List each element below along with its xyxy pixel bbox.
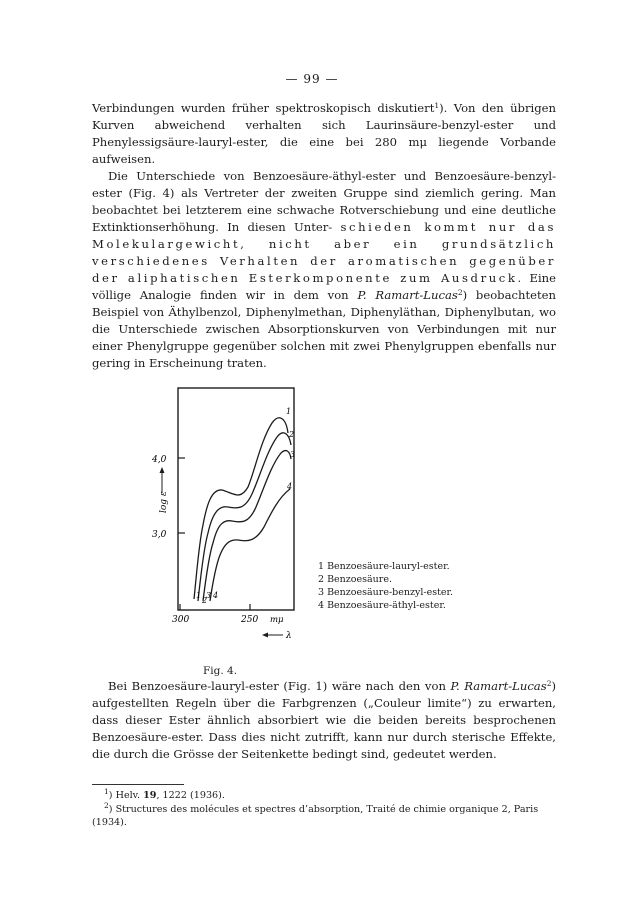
- author-ramart-lucas-1: P. Ramart-Lucas: [357, 288, 458, 302]
- page-number: — 99 —: [285, 72, 339, 86]
- legend-item-1: 1 Benzoesäure-lauryl-ester.: [318, 561, 450, 572]
- footnote-2-text: ) Structures des molécules et spectres d’absorption, Traité de chimie organique 2, Paris (1934).: [92, 804, 539, 828]
- footnote-2-mark: 2: [104, 801, 109, 810]
- curve-label-1-top: 1: [286, 407, 292, 416]
- curve-label-2-bottom: 2: [202, 596, 208, 605]
- y-tick-label-4: 4,0: [152, 455, 167, 465]
- curve-label-2-top: 2: [289, 430, 295, 439]
- plot-frame: [178, 388, 294, 610]
- body-text-lower: [92, 678, 556, 763]
- footnote-1-mark: 1: [104, 787, 109, 796]
- legend-item-4: 4 Benzoesäure-äthyl-ester.: [318, 600, 446, 611]
- footnote-ref-1: 1: [434, 101, 440, 110]
- curve-label-3-bottom: 3: [206, 591, 212, 600]
- curve-label-4-bottom: 4: [213, 591, 219, 600]
- y-tick-label-3: 3,0: [152, 530, 167, 540]
- footnote-1-text-after: , 1222 (1936).: [156, 790, 225, 801]
- author-ramart-lucas-2: P. Ramart-Lucas: [450, 679, 547, 693]
- figure-legend: [318, 560, 453, 612]
- paragraph-1: [92, 100, 556, 168]
- curve-label-3-top: 3: [290, 450, 296, 459]
- paragraph-3-text: Bei Benzoesäure-lauryl-ester (Fig. 1) wäre nach den von: [108, 679, 451, 693]
- y-axis-arrowhead: [160, 467, 165, 473]
- curve-label-4-top: 4: [287, 482, 293, 491]
- paragraph-3: [92, 678, 556, 763]
- curve-label-1-bottom: 1: [196, 591, 202, 600]
- y-axis-label: log ε: [159, 491, 169, 513]
- paragraph-2: [92, 168, 556, 372]
- figure-caption: Fig. 4.: [203, 665, 238, 677]
- paragraph-2-text: Die Unterschiede von Benzoesäure-äthyl-ester und Benzoesäure-benzyl-ester (Fig. 4) als Vertreter der zweiten Gruppe sind ziemlich gering. Man beobachtet bei letzterem eine schwache Rotverschiebung und eine deutliche Extinktionserhöhung. In diesen Unter-: [92, 169, 556, 234]
- body-text-upper: [92, 100, 556, 372]
- x-axis-lambda: λ: [286, 631, 292, 641]
- legend-item-2: 2 Benzoesäure.: [318, 574, 392, 585]
- figure-4-plot: [150, 385, 580, 655]
- footnote-ref-3: 2: [546, 679, 552, 688]
- paragraph-2-mid: Eine völlige Analogie finden wir in dem von: [92, 271, 557, 302]
- footnote-ref-2: 2: [457, 288, 463, 297]
- footnote-rule: [92, 784, 184, 785]
- curve-3: [203, 451, 291, 601]
- legend-item-3: 3 Benzoesäure-benzyl-ester.: [318, 587, 454, 598]
- paragraph-2-rest: ) beobachteten Beispiel von Äthylbenzol, Diphenylmethan, Diphenyläthan, Diphenylbutan, wo die Unterschiede zwischen Absorptionskurven von Verbindungen mit nur einer Phenylgruppe gegenüber solchen mit zwei Phenylgruppen ebenfalls nur gering in Erscheinung traten.: [92, 288, 556, 370]
- paragraph-1-text: Verbindungen wurden früher spektroskopisch diskutiert: [92, 101, 435, 115]
- footnote-2: [92, 803, 562, 829]
- footnote-1: [92, 789, 562, 802]
- paragraph-3-rest: ) aufgestellten Regeln über die Farbgrenzen („Couleur limite“) zu erwarten, dass dieser Ester ähnlich absorbiert wie die beiden bereits besprochenen Benzoesäure-ester. Dass dies nicht zutrifft, kann nur durch sterische Effekte, die durch die Grösse der Seitenkette bedingt sind, gedeutet werden.: [92, 679, 556, 761]
- paragraph-1-rest: ). Von den übrigen Kurven abweichend verhalten sich Laurinsäure-benzyl-ester und Phenylessigsäure-lauryl-ester, die eine bei 280 mμ liegende Vorbande aufweisen.: [92, 101, 556, 166]
- x-tick-label-300: 300: [172, 615, 190, 625]
- x-tick-label-250: 250: [241, 615, 259, 625]
- curve-4: [210, 489, 290, 601]
- x-axis-arrowhead: [262, 633, 268, 638]
- paragraph-2-spaced: schieden kommt nur das Molekulargewicht, nicht aber ein grundsätzlich verschiedenes Verhalten der aromatischen gegenüber der aliphatischen Esterkomponente zum Ausdruck.: [92, 220, 556, 285]
- x-unit-label: mμ: [270, 615, 284, 625]
- footnote-1-text: ) Helv.: [108, 790, 144, 801]
- footnote-1-volume: 19: [143, 790, 157, 801]
